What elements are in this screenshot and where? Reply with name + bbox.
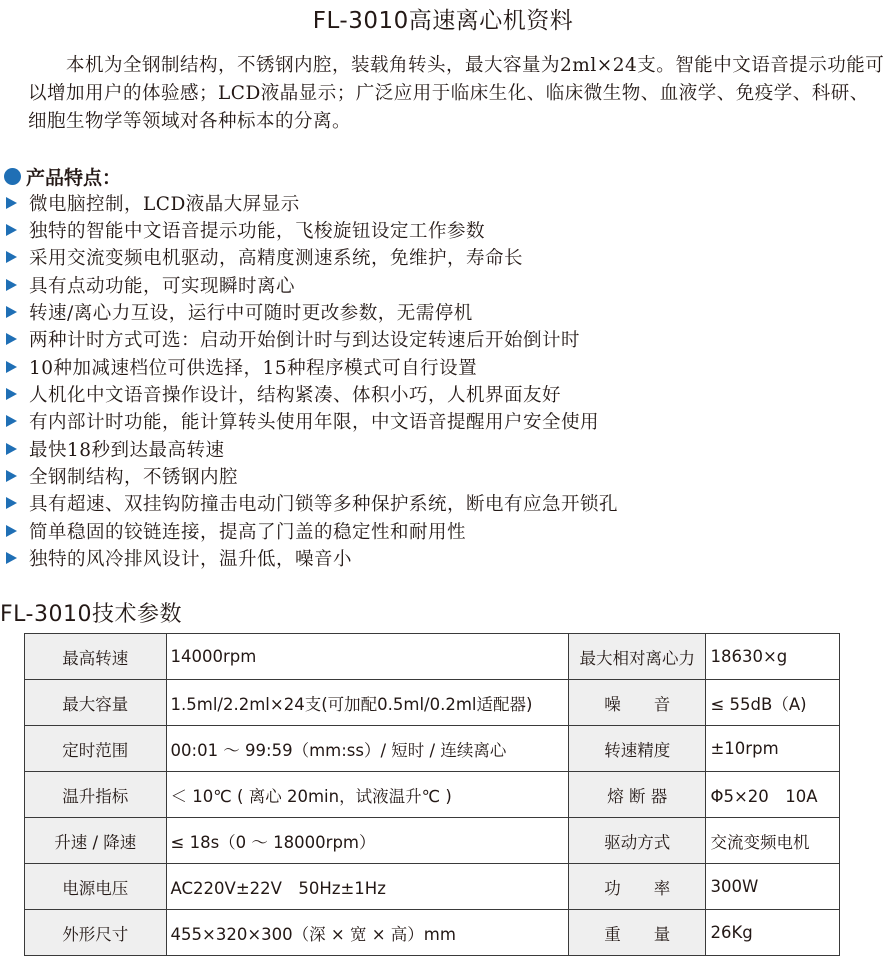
triangle-bullet-icon <box>6 470 17 482</box>
spec-label: 定时范围 <box>25 726 167 772</box>
spec-label: 重 量 <box>568 910 706 956</box>
list-item: 两种计时方式可选：启动开始倒计时与到达设定转速后开始倒计时 <box>4 326 884 353</box>
spec-value: ≤ 55dB（A) <box>706 680 840 726</box>
list-item: 最快18秒到达最高转速 <box>4 435 884 462</box>
table-row <box>25 680 840 726</box>
spec-value: 26Kg <box>706 910 840 956</box>
table-row <box>25 772 840 818</box>
spec-label: 升速 / 降速 <box>25 818 167 864</box>
bullet-dot-icon <box>4 168 21 185</box>
list-item: 具有点动功能，可实现瞬时离心 <box>4 271 884 298</box>
list-item: 简单稳固的铰链连接，提高了门盖的稳定性和耐用性 <box>4 517 884 544</box>
list-item: 独特的风冷排风设计，温升低，噪音小 <box>4 544 884 571</box>
list-item: 有内部计时功能，能计算转头使用年限，中文语音提醒用户安全使用 <box>4 408 884 435</box>
list-item: 具有超速、双挂钩防撞击电动门锁等多种保护系统，断电有应急开锁孔 <box>4 490 884 517</box>
spec-value: 1.5ml/2.2ml×24支(可加配0.5ml/0.2ml适配器) <box>166 680 568 726</box>
spec-label: 最大相对离心力 <box>568 634 706 680</box>
spec-label: 外形尺寸 <box>25 910 167 956</box>
triangle-bullet-icon <box>6 443 17 455</box>
spec-label: 最高转速 <box>25 634 167 680</box>
table-row <box>25 726 840 772</box>
triangle-bullet-icon <box>6 224 17 236</box>
spec-value: 14000rpm <box>166 634 568 680</box>
spec-value: ≤ 18s（0 ～ 18000rpm） <box>166 818 568 864</box>
spec-label: 驱动方式 <box>568 818 706 864</box>
triangle-bullet-icon <box>6 388 17 400</box>
list-item: 全钢制结构，不锈钢内腔 <box>4 462 884 489</box>
triangle-bullet-icon <box>6 525 17 537</box>
spec-title: FL-3010技术参数 <box>0 602 182 627</box>
spec-value: Φ5×20 10A <box>706 772 840 818</box>
document-title: FL-3010高速离心机资料 <box>312 8 574 34</box>
list-item: 微电脑控制，LCD液晶大屏显示 <box>4 189 884 216</box>
spec-label: 转速精度 <box>568 726 706 772</box>
triangle-bullet-icon <box>6 279 17 291</box>
spec-value: ±10rpm <box>706 726 840 772</box>
spec-label: 熔 断 器 <box>568 772 706 818</box>
list-item: 采用交流变频电机驱动，高精度测速系统，免维护，寿命长 <box>4 244 884 271</box>
spec-value: ＜ 10℃ ( 离心 20min，试液温升℃ ) <box>166 772 568 818</box>
triangle-bullet-icon <box>6 251 17 263</box>
triangle-bullet-icon <box>6 197 17 209</box>
triangle-bullet-icon <box>6 333 17 345</box>
list-item: 独特的智能中文语音提示功能，飞梭旋钮设定工作参数 <box>4 216 884 243</box>
features-heading-label: 产品特点： <box>26 167 122 189</box>
list-item: 人机化中文语音操作设计，结构紧凑、体积小巧，人机界面友好 <box>4 380 884 407</box>
spec-table <box>24 633 840 956</box>
spec-value: 交流变频电机 <box>706 818 840 864</box>
table-row <box>25 634 840 680</box>
spec-label: 最大容量 <box>25 680 167 726</box>
features-heading <box>4 163 121 190</box>
spec-value: AC220V±22V 50Hz±1Hz <box>166 864 568 910</box>
triangle-bullet-icon <box>6 552 17 564</box>
features-list <box>4 189 884 572</box>
triangle-bullet-icon <box>6 415 17 427</box>
table-row <box>25 910 840 956</box>
list-item: 转速/离心力互设，运行中可随时更改参数，无需停机 <box>4 298 884 325</box>
spec-value: 00:01 ～ 99:59（mm:ss）/ 短时 / 连续离心 <box>166 726 568 772</box>
spec-value: 18630×g <box>706 634 840 680</box>
intro-paragraph <box>28 52 886 136</box>
spec-label: 温升指标 <box>25 772 167 818</box>
triangle-bullet-icon <box>6 497 17 509</box>
triangle-bullet-icon <box>6 306 17 318</box>
spec-value: 300W <box>706 864 840 910</box>
table-row <box>25 818 840 864</box>
intro-text: 本机为全钢制结构，不锈钢内腔，装载角转头，最大容量为2ml×24支。智能中文语音提示功能可以增加用户的体验感；LCD液晶显示；广泛应用于临床生化、临床微生物、血液学、免疫学、科研、细胞生物学等领域对各种标本的分离。 <box>28 55 885 132</box>
list-item: 10种加减速档位可供选择，15种程序模式可自行设置 <box>4 353 884 380</box>
spec-label: 噪 音 <box>568 680 706 726</box>
spec-value: 455×320×300（深 × 宽 × 高）mm <box>166 910 568 956</box>
spec-label: 功 率 <box>568 864 706 910</box>
triangle-bullet-icon <box>6 361 17 373</box>
table-row <box>25 864 840 910</box>
spec-label: 电源电压 <box>25 864 167 910</box>
